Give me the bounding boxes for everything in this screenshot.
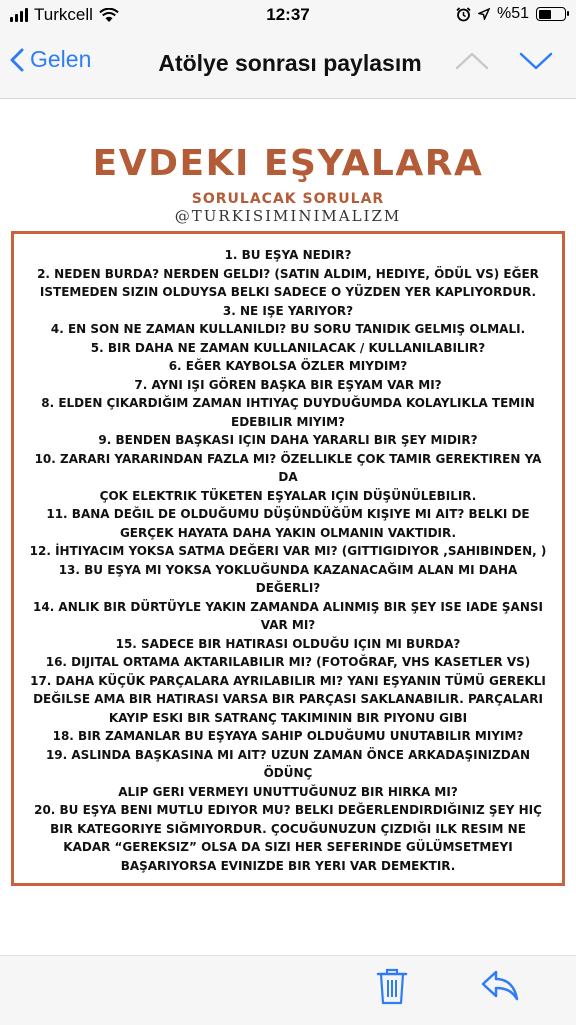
- back-button[interactable]: [10, 46, 91, 73]
- document-handle: @TURKISIMINIMALIZM: [174, 207, 402, 225]
- chevron-up-icon[interactable]: [454, 50, 490, 72]
- questions-box: [11, 231, 565, 886]
- question-item: 1. BU EŞYA NEDIR?: [224, 248, 352, 262]
- chevron-left-icon: [10, 48, 24, 72]
- battery-fill: [539, 10, 551, 19]
- back-label: Gelen: [30, 46, 92, 72]
- chevron-down-icon[interactable]: [518, 50, 554, 72]
- question-item: 18. BIR ZAMANLAR BU EŞYAYA SAHIP OLDUĞUMU UNUTABILIR MIYIM?: [52, 729, 524, 743]
- status-bar: [0, 0, 576, 30]
- question-item: 13. BU EŞYA MI YOKSA YOKLUĞUNDA KAZANACAĞIM ALAN MI DAHA DEĞERLI?: [58, 562, 518, 595]
- document-title: EVDEKI EŞYALARA: [92, 143, 484, 184]
- question-item: 7. AYNI IŞI GÖREN BAŞKA BIR EŞYAM VAR MI?: [134, 377, 442, 392]
- document-subtitle: SORULACAK SORULAR: [191, 191, 385, 207]
- bottom-toolbar: [0, 955, 576, 1025]
- question-item: 6. EĞER KAYBOLSA ÖZLER MIYDIM?: [168, 359, 408, 373]
- trash-icon[interactable]: [374, 966, 410, 1006]
- question-item: 9. BENDEN BAŞKASI IÇIN DAHA YARARLI BIR ŞEY MIDIR?: [98, 433, 478, 447]
- page-title: Atölye sonrası paylasım: [158, 50, 422, 76]
- question-item: 5. BIR DAHA NE ZAMAN KULLANILACAK / KULLANILABILIR?: [90, 340, 486, 355]
- reply-icon[interactable]: [480, 968, 520, 1002]
- navigation-bar: [0, 30, 576, 99]
- message-content: [0, 99, 576, 955]
- question-item: 8. ELDEN ÇIKARDIĞIM ZAMAN IHTIYAÇ DUYDUĞUMDA KOLAYLIKLA TEMIN EDEBILIR MIYIM?: [41, 396, 535, 429]
- status-time: 12:37: [266, 5, 310, 24]
- question-item: 4. EN SON NE ZAMAN KULLANILDI? BU SORU TANIDIK GELMIŞ OLMALI.: [50, 322, 526, 336]
- question-list: [14, 246, 562, 875]
- battery-percent: %51: [496, 5, 529, 22]
- question-item: 19. ASLINDA BAŞKASINA MI AIT? UZUN ZAMAN ÖNCE ARKADAŞINIZDAN ÖDÜNÇ ALIP GERI VERMEYI UNUTTUĞUNUZ BIR HIRKA MI?: [45, 747, 531, 799]
- question-item: 15. SADECE BIR HATIRASI OLDUĞU IÇIN MI BURDA?: [115, 636, 461, 651]
- question-item: 3. NE IŞE YARIYOR?: [222, 303, 354, 318]
- status-right: [456, 5, 566, 23]
- question-item: 17. DAHA KÜÇÜK PARÇALARA AYRILABILIR MI? YANI EŞYANIN TÜMÜ GEREKLI DEĞILSE AMA BIR HATIRASI VARSA BIR PARÇASI SAKLANABILIR. PARÇALARI KAYIP ESKI BIR SATRANÇ TAKIMININ BIR PIYONU GIBI: [30, 673, 546, 725]
- question-item: 11. BANA DEĞIL DE OLDUĞUMU DÜŞÜNDÜĞÜM KIŞIYE MI AIT? BELKI DE GERÇEK HAYATA DAHA YAKIN OLMANIN VAKTIDIR.: [46, 507, 530, 540]
- location-icon: [478, 8, 490, 20]
- question-item: 2. NEDEN BURDA? NERDEN GELDI? (SATIN ALDIM, HEDIYE, ÖDÜL VS) EĞER ISTEMEDEN SIZIN OLDUYSA BELKI SADECE O YÜZDEN YER KAPLIYORDUR.: [37, 266, 539, 299]
- question-item: 20. BU EŞYA BENI MUTLU EDIYOR MU? BELKI DEĞERLENDIRDIĞINIZ ŞEY HIÇ BIR KATEGORIYE SIĞMIYORDUR. ÇOCUĞUNUZUN ÇIZDIĞI ILK RESIM NE KADAR “GEREKSIZ” OLSA DA SIZI HER SEFERINDE GÜLÜMSETMEYI BAŞARIYORSA EVINIZDE BIR YERI VAR DEMEKTIR.: [34, 803, 542, 873]
- battery-icon: [536, 7, 566, 21]
- alarm-icon: [456, 7, 471, 22]
- question-item: 12. İHTIYACIM YOKSA SATMA DEĞERI VAR MI? (GITTIGIDIYOR ,SAHIBINDEN, ): [29, 544, 547, 558]
- question-item: 10. ZARARI YARARINDAN FAZLA MI? ÖZELLIKLE ÇOK TAMIR GEREKTIREN YA DA ÇOK ELEKTRIK TÜKETEN EŞYALAR IÇIN DÜŞÜNÜLEBILIR.: [34, 451, 542, 503]
- carrier-label: Turkcell: [34, 5, 93, 24]
- question-item: 14. ANLIK BIR DÜRTÜYLE YAKIN ZAMANDA ALINMIŞ BIR ŞEY ISE IADE ŞANSI VAR MI?: [33, 599, 543, 632]
- question-item: 16. DIJITAL ORTAMA AKTARILABILIR MI? (FOTOĞRAF, VHS KASETLER VS): [45, 655, 531, 669]
